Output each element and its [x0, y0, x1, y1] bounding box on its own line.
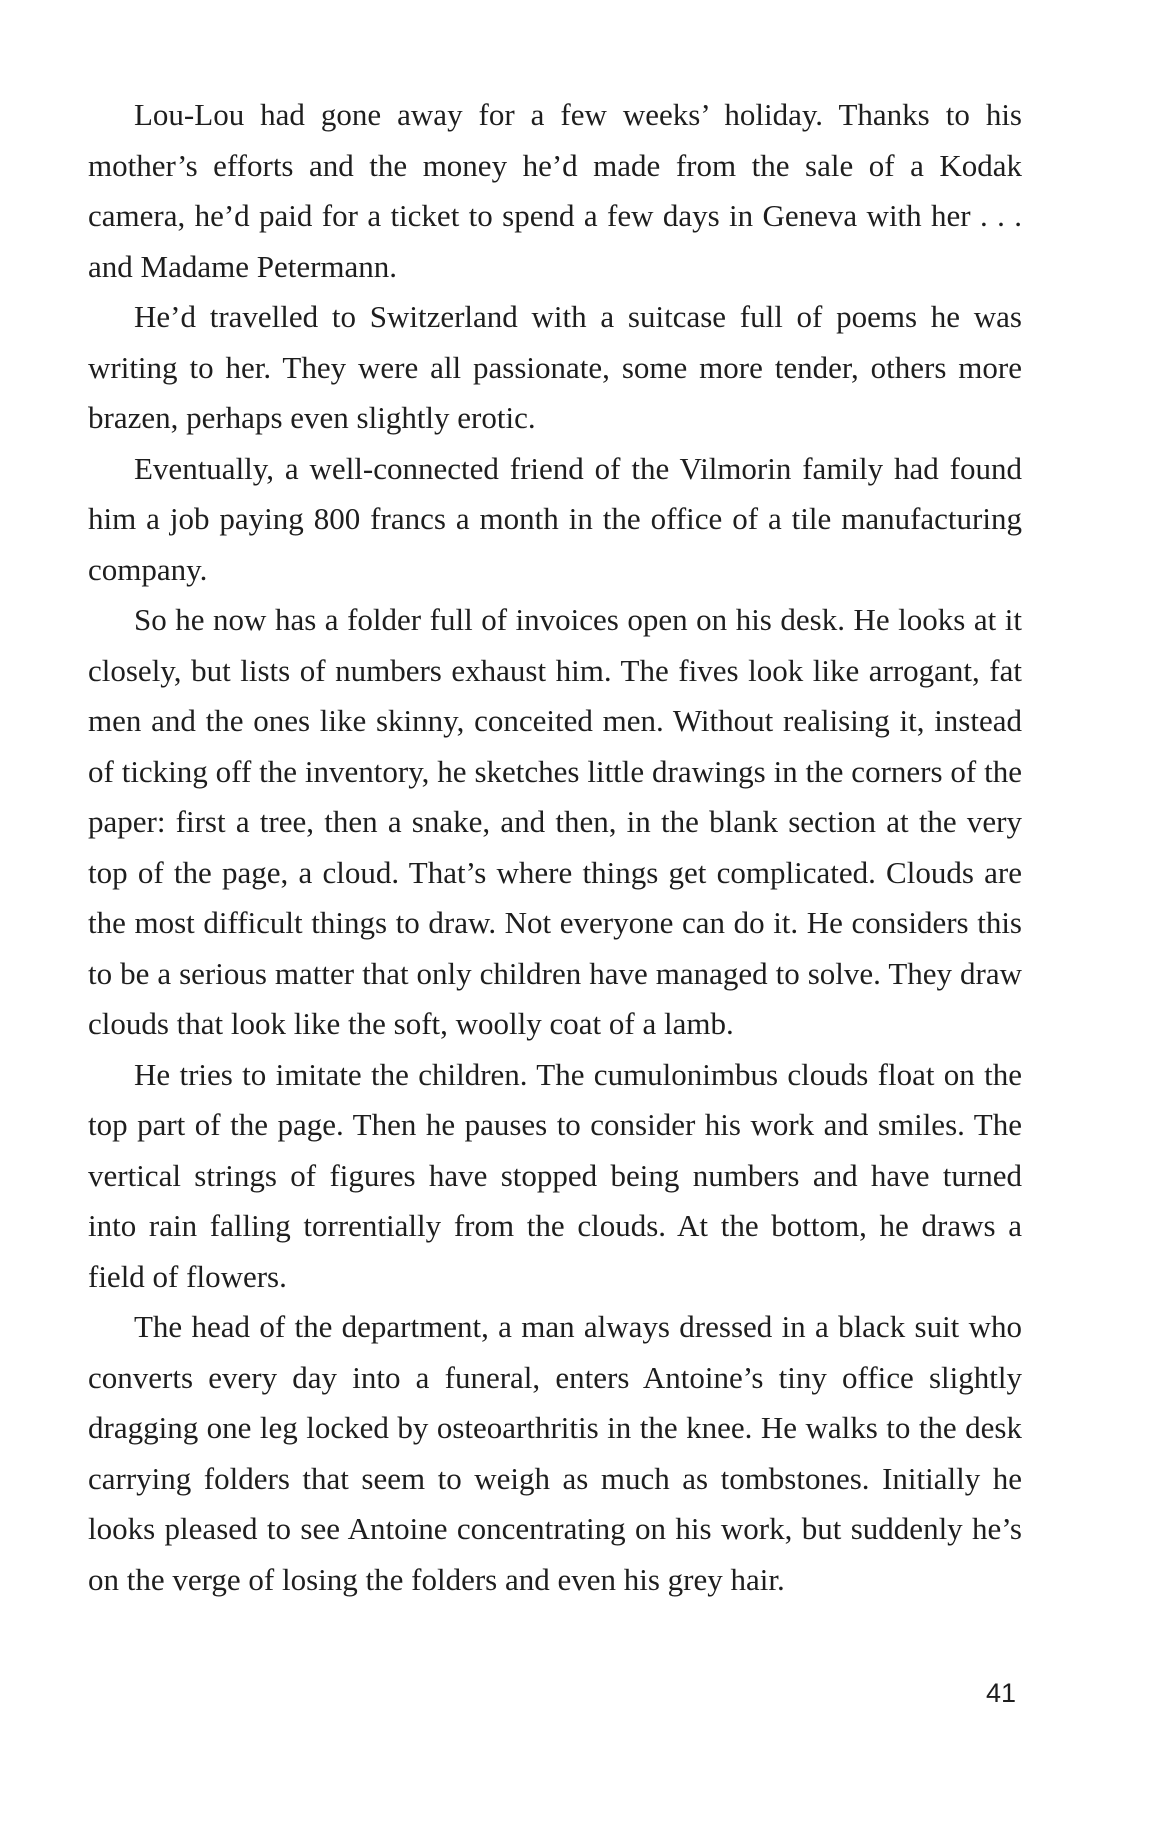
paragraph-4: So he now has a folder full of invoices open on his desk. He looks at it closely, but lists of numbers exhaust him. The fives look like arrogant, fat men and the ones like skinny, conceited men. Without realising it, instead of ticking off the inventory, he sketches little drawings in the corners of the paper: first a tree, then a snake, and then, in the blank section at the very top of the page, a cloud. That’s where things get complicated. Clouds are the most difficult things to draw. Not everyone can do it. He considers this to be a serious matter that only children have managed to solve. They draw clouds that look like the soft, woolly coat of a lamb. [88, 602, 1022, 1041]
paragraph-5: He tries to imitate the children. The cumulonimbus clouds float on the top part of the page. Then he pauses to consider his work and smiles. The vertical strings of figures have stopped being numbers and have turned into rain falling torrentially from the clouds. At the bottom, he draws a field of flowers. [88, 1056, 1022, 1294]
paragraph-2: He’d travelled to Switzerland with a suitcase full of poems he was writing to her. They were all passionate, some more tender, others more brazen, perhaps even slightly erotic. [88, 299, 1022, 435]
paragraph-1: Lou-Lou had gone away for a few weeks’ holiday. Thanks to his mother’s efforts and the money he’d made from the sale of a Kodak camera, he’d paid for a ticket to spend a few days in Geneva with her . . . and Madame Petermann. [88, 97, 1022, 284]
page-number: 41 [985, 1678, 1016, 1708]
paragraph-3: Eventually, a well-connected friend of the Vilmorin family had found him a job paying 800 francs a month in the office of a tile manufacturing company. [88, 450, 1022, 587]
paragraph-6: The head of the department, a man always dressed in a black suit who converts every day into a funeral, enters Antoine’s tiny office slightly dragging one leg locked by osteoarthritis in the knee. He walks to the desk carrying folders that seem to weigh as much as tombstones. Initially he looks pleased to see Antoine concentrating on his work, but suddenly he’s on the verge of losing the folders and even his grey hair. [88, 1309, 1022, 1597]
body-text [88, 90, 1022, 1605]
